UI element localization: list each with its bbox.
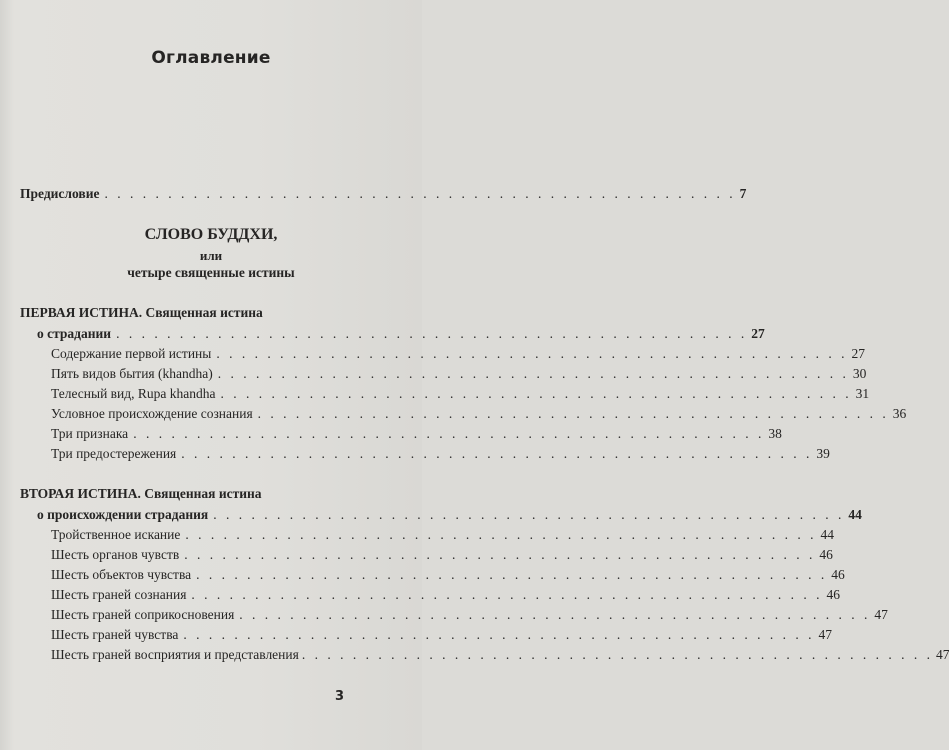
dot-leader: . . . . . . . . . . . . . . . . . . . . . . . . . . . . . . . . . . . . . . . . . . . . . . . . . . xyxy=(220,386,852,401)
toc-entry-page: 44 xyxy=(848,507,862,522)
toc-entry-page: 27 xyxy=(751,326,765,341)
toc-entry-label: Шесть граней сознания xyxy=(51,587,187,602)
toc-entry-page: 46 xyxy=(819,547,833,562)
toc-entry-label: Шесть органов чувств xyxy=(51,547,180,562)
toc-entry-page: 46 xyxy=(826,587,841,602)
truth2-heading: ВТОРАЯ ИСТИНА. Священная истина xyxy=(20,486,262,501)
page-number: 3 xyxy=(334,689,344,704)
toc-entry-page: 27 xyxy=(851,346,865,361)
part-title: СЛОВО БУДДХИ, xyxy=(144,226,278,243)
toc-entry-page: 30 xyxy=(852,366,867,381)
toc-entry xyxy=(51,527,834,543)
toc-entry-label: о страдании xyxy=(37,326,112,341)
toc-entry-page: 47 xyxy=(935,647,949,662)
toc-entry-page: 7 xyxy=(739,186,747,201)
dot-leader: . . . . . . . . . . . . . . . . . . . . . . . . . . . . . . . . . . . . . . . . . . . . . . . . . . xyxy=(116,326,748,341)
toc-entry-truth1 xyxy=(37,326,765,342)
toc-entry-page: 36 xyxy=(892,406,907,421)
dot-leader: . . . . . . . . . . . . . . . . . . . . . . . . . . . . . . . . . . . . . . . . . . . . . . . . . . xyxy=(196,567,828,582)
toc-entry xyxy=(51,346,865,362)
page-title: Оглавление xyxy=(151,48,271,68)
toc-entry-page: 47 xyxy=(874,607,888,622)
toc-entry xyxy=(51,366,867,382)
toc-entry xyxy=(51,627,833,643)
toc-entry-page: 46 xyxy=(831,567,845,582)
toc-entry xyxy=(51,587,841,603)
dot-leader: . . . . . . . . . . . . . . . . . . . . . . . . . . . . . . . . . . . . . . . . . . . . . . . . . . xyxy=(257,406,889,421)
toc-entry xyxy=(51,567,845,583)
toc-entry-label: Телесный вид, Rupa khandha xyxy=(51,386,216,401)
toc-entry-label: Шесть объектов чувства xyxy=(51,567,192,582)
toc-entry-label: Предисловие xyxy=(20,186,100,201)
toc-entry xyxy=(51,446,830,462)
toc-entry-preface xyxy=(20,186,747,202)
toc-entry-label: Шесть граней соприкосновения xyxy=(51,607,235,622)
toc-entry-page: 47 xyxy=(818,627,833,642)
dot-leader: . . . . . . . . . . . . . . . . . . . . . . . . . . . . . . . . . . . . . . . . . . . . . . . . . . xyxy=(184,547,816,562)
toc-entry xyxy=(51,547,833,563)
dot-leader: . . . . . . . . . . . . . . . . . . . . . . . . . . . . . . . . . . . . . . . . . . . . . . . . . . xyxy=(239,607,871,622)
dot-leader: . . . . . . . . . . . . . . . . . . . . . . . . . . . . . . . . . . . . . . . . . . . . . . . . . . xyxy=(301,647,933,662)
toc-entry-label: Содержание первой истины xyxy=(51,346,212,361)
toc-entry-label: Шесть граней чувства xyxy=(51,627,179,642)
part-subtitle: четыре священные истины xyxy=(127,265,295,280)
toc-entry xyxy=(51,426,782,442)
dot-leader: . . . . . . . . . . . . . . . . . . . . . . . . . . . . . . . . . . . . . . . . . . . . . . . . . . xyxy=(185,527,817,542)
toc-entry xyxy=(51,607,888,623)
truth1-heading: ПЕРВАЯ ИСТИНА. Священная истина xyxy=(20,305,263,320)
toc-entry xyxy=(51,406,907,422)
dot-leader: . . . . . . . . . . . . . . . . . . . . . . . . . . . . . . . . . . . . . . . . . . . . . . . . . . xyxy=(216,346,848,361)
toc-entry-label: о происхождении страдания xyxy=(37,507,209,522)
toc-entry xyxy=(51,386,870,402)
toc-entry-page: 39 xyxy=(816,446,830,461)
toc-entry-truth2 xyxy=(37,507,862,523)
dot-leader: . . . . . . . . . . . . . . . . . . . . . . . . . . . . . . . . . . . . . . . . . . . . . . . . . . xyxy=(213,507,845,522)
toc-entry-label: Шесть граней восприятия и представления xyxy=(51,647,299,662)
toc-entry xyxy=(51,647,949,663)
toc-entry-page: 44 xyxy=(820,527,834,542)
toc-entry-label: Условное происхождение сознания xyxy=(51,406,253,421)
toc-entry-label: Тройственное искание xyxy=(51,527,181,542)
dot-leader: . . . . . . . . . . . . . . . . . . . . . . . . . . . . . . . . . . . . . . . . . . . . . . . . . . xyxy=(104,186,736,201)
dot-leader: . . . . . . . . . . . . . . . . . . . . . . . . . . . . . . . . . . . . . . . . . . . . . . . . . . xyxy=(217,366,849,381)
toc-entry-page: 31 xyxy=(855,386,870,401)
dot-leader: . . . . . . . . . . . . . . . . . . . . . . . . . . . . . . . . . . . . . . . . . . . . . . . . . . xyxy=(183,627,815,642)
part-or: или xyxy=(199,248,223,263)
toc-entry-label: Три предостережения xyxy=(51,446,177,461)
dot-leader: . . . . . . . . . . . . . . . . . . . . . . . . . . . . . . . . . . . . . . . . . . . . . . . . . . xyxy=(133,426,765,441)
dot-leader: . . . . . . . . . . . . . . . . . . . . . . . . . . . . . . . . . . . . . . . . . . . . . . . . . . xyxy=(191,587,823,602)
toc-entry-label: Три признака xyxy=(51,426,129,441)
dot-leader: . . . . . . . . . . . . . . . . . . . . . . . . . . . . . . . . . . . . . . . . . . . . . . . . . . xyxy=(181,446,813,461)
toc-entry-label: Пять видов бытия (khandha) xyxy=(51,366,213,381)
toc-entry-page: 38 xyxy=(768,426,782,441)
